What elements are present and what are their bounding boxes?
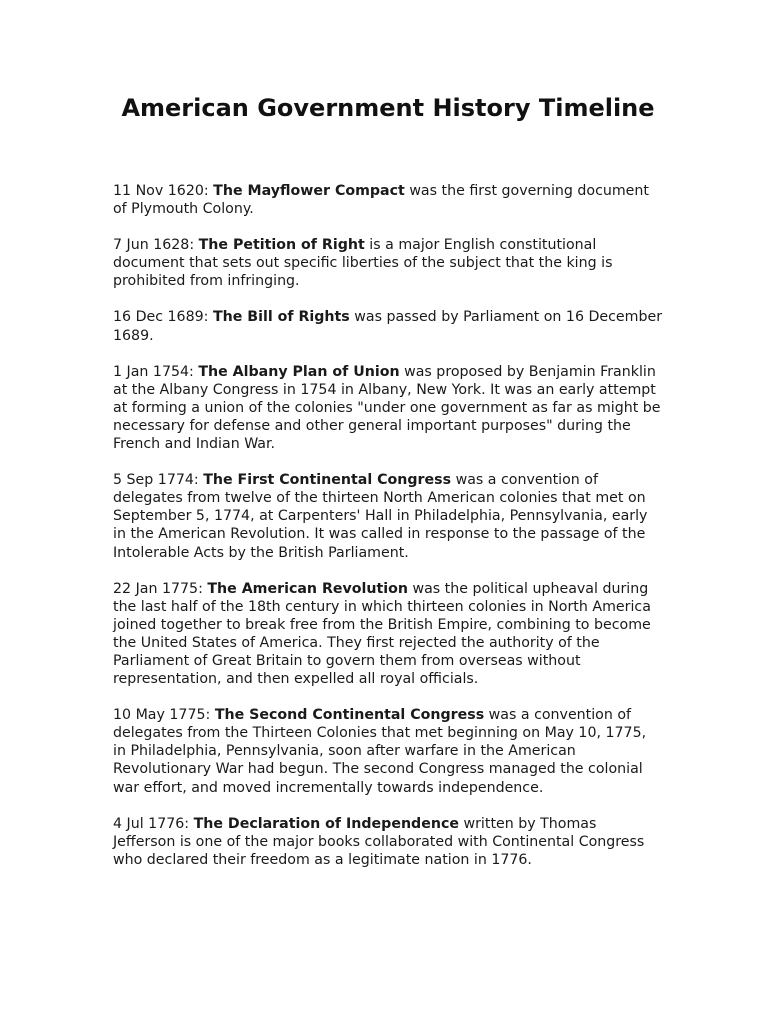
entry-date: 4 Jul 1776 xyxy=(113,815,185,832)
timeline-entry: 1 Jan 1754: The Albany Plan of Union was proposed by Benjamin Franklin at the Albany Congress in 1754 in Albany, New York. It was an early attempt at forming a union of the colonies "under one government as far as might be necessary for defense and other general important purposes" during the French and Indian War. xyxy=(113,363,661,453)
entry-text: is a major English constitutional document that sets out specific liberties of the subject that the king is prohibited from infringing. xyxy=(113,237,613,290)
entry-subject: The First Continental Congress xyxy=(203,472,452,489)
entry-date: 7 Jun 1628 xyxy=(113,237,190,254)
entry-subject: The Bill of Rights xyxy=(212,309,350,326)
entry-subject: The Mayflower Compact xyxy=(213,183,405,199)
timeline-entry: 22 Jan 1775: The American Revolution was the political upheaval during the last half of the 18th century in which thirteen colonies in North America joined together to break free from the British Empire, combining to become the United States of America. They first rejected the authority of the Parliament of Great Britain to govern them from overseas without representation, and then expelled all royal officials. xyxy=(113,580,651,688)
entry-text: was proposed by Benjamin Franklin at the Albany Congress in 1754 in Albany, New York. It was an early attempt at forming a union of the colonies "under one government as far as might be necessary for defense and other general important purposes" during the French and Indian War. xyxy=(113,363,661,453)
entry-subject: The Declaration of Independence xyxy=(193,815,459,832)
entry-subject: The Albany Plan of Union xyxy=(198,363,400,380)
entry-date: 10 May 1775 xyxy=(113,707,206,724)
entry-date: 16 Dec 1689 xyxy=(113,309,204,326)
document-page xyxy=(113,92,663,887)
entry-subject: The Second Continental Congress xyxy=(214,707,485,724)
document-title: American Government History Timeline xyxy=(121,94,655,122)
timeline-entry: 5 Sep 1774: The First Continental Congress was a convention of delegates from twelve of the thirteen North American colonies that met on September 5, 1774, at Carpenters' Hall in Philadelphia, Pennsylvania, early in the American Revolution. It was called in response to the passage of the Intolerable Acts by the British Parliament. xyxy=(113,472,648,561)
timeline-entry: 16 Dec 1689: The Bill of Rights was passed by Parliament on 16 December 1689. xyxy=(113,309,663,344)
timeline-entry: 4 Jul 1776: The Declaration of Independence written by Thomas Jefferson is one of the major books collaborated with Continental Congress who declared their freedom as a legitimate nation in 1776. xyxy=(113,815,645,868)
entry-text: was the political upheaval during the last half of the 18th century in which thirteen colonies in North America joined together to break free from the British Empire, combining to become the United States of America. They first rejected the authority of the Parliament of Great Britain to govern them from overseas without representation, and then expelled all royal officials. xyxy=(113,580,651,688)
entry-text: was a convention of delegates from the Thirteen Colonies that met beginning on May 10, 1775, in Philadelphia, Pennsylvania, soon after warfare in the American Revolutionary War had begun. The second Congress managed the colonial war effort, and moved incrementally towards independence. xyxy=(113,707,647,796)
entry-text: was a convention of delegates from twelve of the thirteen North American colonies that met on September 5, 1774, at Carpenters' Hall in Philadelphia, Pennsylvania, early in the American Revolution. It was called in response to the passage of the Intolerable Acts by the British Parliament. xyxy=(113,472,648,561)
timeline-entries xyxy=(113,182,663,869)
timeline-entry: 7 Jun 1628: The Petition of Right is a major English constitutional document that sets out specific liberties of the subject that the king is prohibited from infringing. xyxy=(113,237,613,290)
entry-text: was the first governing document of Plymouth Colony. xyxy=(113,183,649,218)
entry-text: was passed by Parliament on 16 December 1689. xyxy=(113,309,663,344)
entry-date: 1 Jan 1754 xyxy=(113,363,190,380)
entry-date: 22 Jan 1775 xyxy=(113,580,199,597)
entry-subject: The American Revolution xyxy=(207,580,408,597)
entry-subject: The Petition of Right xyxy=(198,237,365,254)
entry-date: 11 Nov 1620 xyxy=(113,183,204,199)
entry-text: written by Thomas Jefferson is one of the major books collaborated with Continental Congress who declared their freedom as a legitimate nation in 1776. xyxy=(113,815,645,868)
timeline-entry: 10 May 1775: The Second Continental Congress was a convention of delegates from the Thirteen Colonies that met beginning on May 10, 1775, in Philadelphia, Pennsylvania, soon after warfare in the American Revolutionary War had begun. The second Congress managed the colonial war effort, and moved incrementally towards independence. xyxy=(113,707,647,796)
entry-date: 5 Sep 1774 xyxy=(113,472,194,489)
timeline-entry: 11 Nov 1620: The Mayflower Compact was the first governing document of Plymouth Colony. xyxy=(113,183,649,218)
